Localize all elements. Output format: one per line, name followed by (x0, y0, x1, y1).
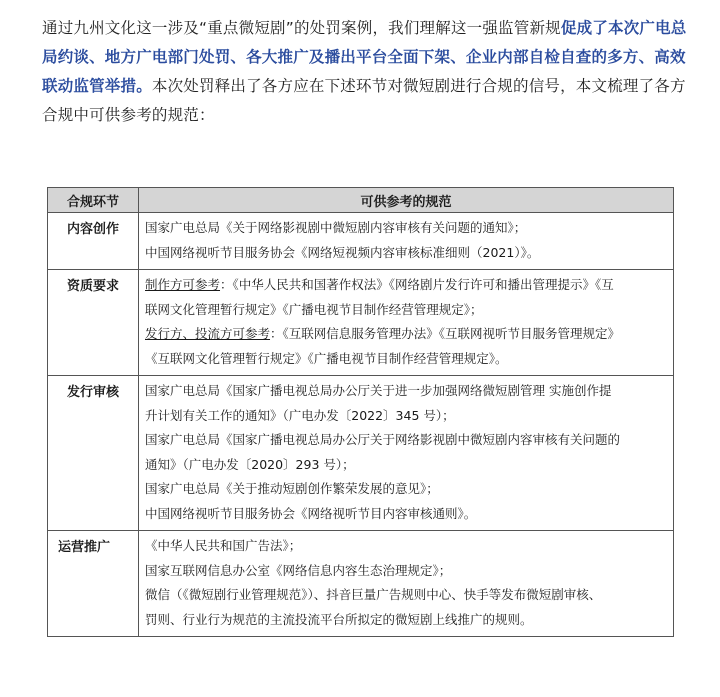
regulation-line: 《互联网文化管理暂行规定》《广播电视节目制作经营管理规定》。 (145, 350, 508, 366)
regulation-line: 联网文化管理暂行规定》《广播电视节目制作经营管理规定》； (145, 301, 483, 317)
regulation-line (145, 322, 669, 347)
underlined-prefix: 发行方、投流方可参考 (145, 326, 271, 341)
regulation-line: 中国网络视听节目服务协会《网络短视频内容审核标准细则（2021）》。 (145, 244, 540, 260)
regulation-line: 国家广电总局《关于网络影视剧中微短剧内容审核有关问题的通知》； (145, 220, 527, 235)
regulation-line: 国家广电总局《关于推动短剧创作繁荣发展的意见》； (145, 481, 439, 496)
regulation-line: 国家广电总局《国家广播电视总局办公厅关于进一步加强网络微短剧管理 实施创作提 (145, 383, 612, 398)
regulations-cell (139, 531, 674, 637)
category-cell: 内容创作 (48, 213, 139, 270)
category-cell: 资质要求 (48, 270, 139, 376)
regulation-line: 通知》（广电办发〔2020〕293 号）； (145, 456, 355, 472)
regulation-table (47, 187, 674, 637)
regulation-line-rest: ：《中华人民共和国著作权法》《网络剧片发行许可和播出管理提示》《互 (220, 277, 614, 292)
table-row-release-review (48, 376, 674, 531)
table-row-content-creation (48, 213, 674, 270)
header-regulations: 可供参考的规范 (139, 188, 674, 213)
regulation-line: 罚则、行业行为规范的主流投流平台所拟定的微短剧上线推广的规则。 (145, 611, 533, 627)
header-stage: 合规环节 (48, 188, 139, 213)
regulations-cell (139, 270, 674, 376)
regulation-line: 国家互联网信息办公室《网络信息内容生态治理规定》； (145, 562, 452, 578)
regulations-cell (139, 376, 674, 531)
intro-highlight: 促成了本次广电总局约谈、地方广电部门处罚、各大推广及播出平台全面下架、企业内部自检自查的多方、高效联动监管举措。 (42, 19, 687, 95)
regulation-line-rest: ：《互联网信息服务管理办法》《互联网视听节目服务管理规定》 (270, 326, 621, 341)
regulation-line: 国家广电总局《国家广播电视总局办公厅关于网络影视剧中微短剧内容审核有关问题的 (145, 432, 621, 447)
table-row-operation-promotion (48, 531, 674, 637)
category-cell: 运营推广 (48, 531, 139, 637)
regulation-line: 微信（《微短剧行业管理规范》）、抖音巨量广告规则中心、快手等发布微短剧审核、 (145, 587, 602, 602)
intro-paragraph (42, 14, 692, 130)
table-row-qualification (48, 270, 674, 376)
table-header-row (48, 188, 674, 213)
regulations-cell (139, 213, 674, 270)
regulation-line (145, 273, 669, 298)
regulation-line: 升计划有关工作的通知》（广电办发〔2022〕345 号）； (145, 407, 455, 423)
regulation-line: 《中华人民共和国广告法》； (145, 538, 302, 553)
category-cell: 发行审核 (48, 376, 139, 531)
regulation-line: 中国网络视听节目服务协会《网络视听节目内容审核通则》。 (145, 505, 477, 521)
intro-text-part1: 通过九州文化这一涉及“重点微短剧”的处罚案例，我们理解这一强监管新规 (42, 19, 561, 37)
intro-text-part2: 本次处罚释出了各方应在下述环节对微短剧进行合规的信号，本文梳理了各方合规中可供参考的规范： (42, 77, 686, 124)
underlined-prefix: 制作方可参考 (145, 277, 221, 292)
